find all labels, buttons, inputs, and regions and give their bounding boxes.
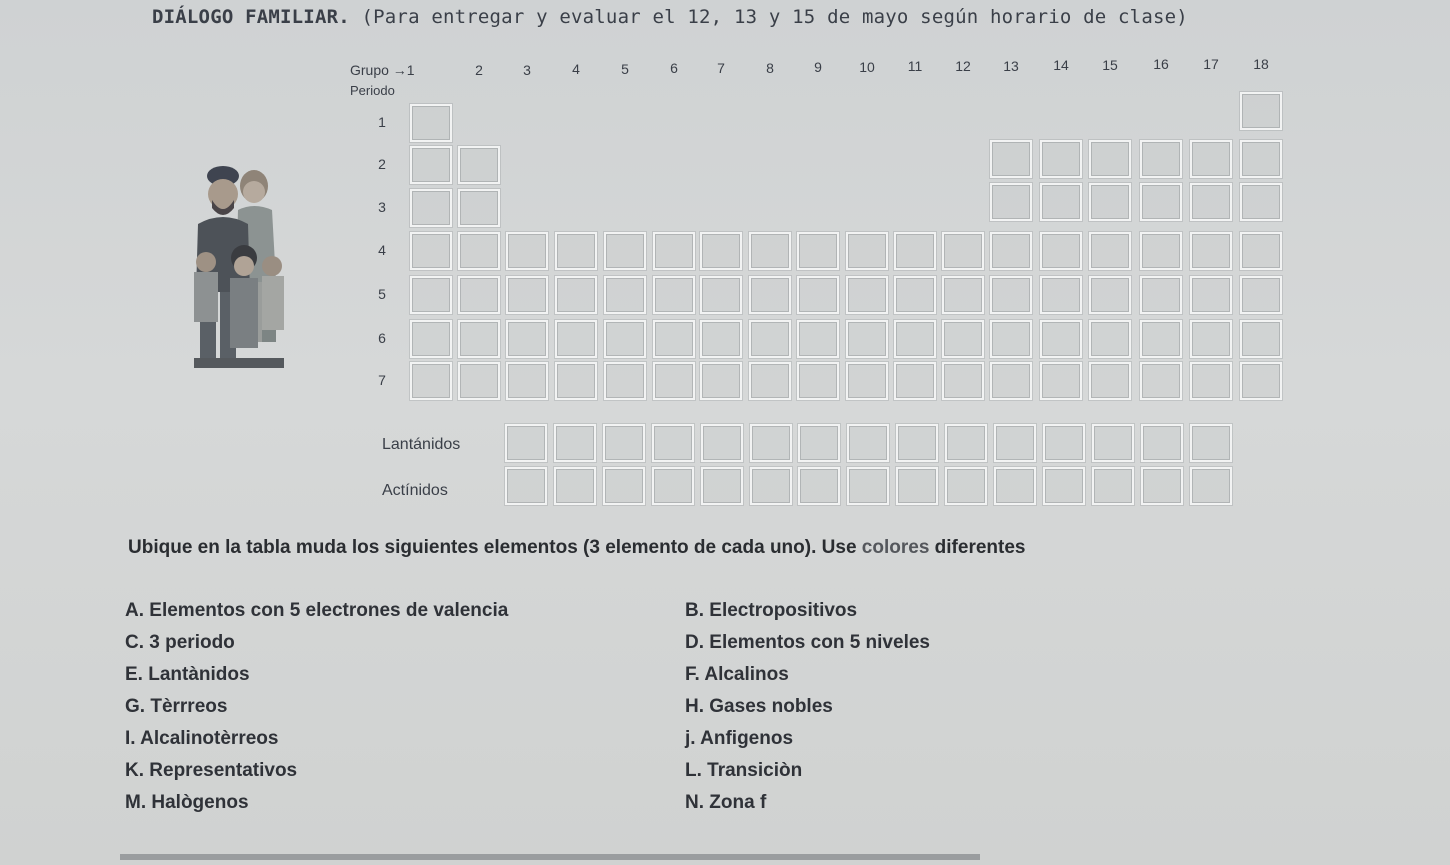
group-label: Grupo →1 (350, 62, 415, 78)
group-number: 14 (1053, 57, 1069, 73)
instruction-end: diferentes (934, 537, 1026, 558)
lanthanide-cell (798, 424, 840, 462)
lanthanide-cell (750, 424, 792, 462)
element-cell (1240, 232, 1282, 270)
group-number: 18 (1253, 56, 1269, 72)
cut-off-text-decoration (120, 852, 980, 860)
element-cell (942, 362, 984, 400)
element-cell (1089, 232, 1131, 270)
element-cell (990, 232, 1032, 270)
element-cell (458, 146, 500, 184)
group-number: 3 (523, 62, 531, 78)
actinide-cell (505, 467, 547, 505)
element-cell (555, 320, 597, 358)
element-cell (894, 232, 936, 270)
element-cell (555, 362, 597, 400)
group-number: 2 (475, 62, 483, 78)
title-heading: DIÁLOGO FAMILIAR. (152, 6, 350, 28)
group-number: 5 (621, 61, 629, 77)
list-item: N. Zona f (685, 792, 767, 813)
lanthanide-cell (1141, 424, 1183, 462)
group-number: 8 (766, 60, 774, 76)
element-cell (653, 232, 695, 270)
actinide-cell (554, 467, 596, 505)
actinide-cell (994, 467, 1036, 505)
element-cell (1240, 92, 1282, 130)
group-number: 11 (907, 58, 923, 74)
actinide-cell (945, 467, 987, 505)
list-item: B. Electropositivos (685, 600, 858, 621)
lanthanide-cell (1190, 424, 1232, 462)
element-cell (749, 276, 791, 314)
element-cell (1089, 320, 1131, 358)
element-cell (653, 362, 695, 400)
element-cell (942, 320, 984, 358)
period-number: 6 (378, 330, 386, 346)
lanthanide-cell (505, 424, 547, 462)
actinide-cell (603, 467, 645, 505)
element-cell (797, 276, 839, 314)
lanthanides-label: Lantánidos (382, 436, 461, 453)
element-cell (1240, 183, 1282, 221)
element-cell (410, 104, 452, 142)
actinide-cell (1092, 467, 1134, 505)
title-subtitle: (Para entregar y evaluar el 12, 13 y 15 de mayo según horario de clase) (361, 6, 1188, 28)
element-cell (700, 232, 742, 270)
element-cell (990, 276, 1032, 314)
period-number: 5 (378, 286, 386, 302)
list-item: K. Representativos (125, 760, 298, 781)
actinide-cell (847, 467, 889, 505)
element-cell (942, 232, 984, 270)
actinide-cell (701, 467, 743, 505)
element-cell (555, 276, 597, 314)
element-cell (410, 320, 452, 358)
lanthanide-cell (652, 424, 694, 462)
element-cell (942, 276, 984, 314)
list-item: I. Alcalinotèrreos (125, 728, 279, 749)
element-cell (506, 320, 548, 358)
list-item: G. Tèrrreos (125, 696, 228, 717)
element-cell (1190, 362, 1232, 400)
element-cell (1140, 362, 1182, 400)
instruction-main: Ubique en la tabla muda los siguientes elementos (3 elemento de cada uno). Use (128, 537, 857, 558)
element-cell (1140, 183, 1182, 221)
actinide-cell (1043, 467, 1085, 505)
element-cell (506, 362, 548, 400)
element-cell (410, 362, 452, 400)
group-number: 17 (1203, 56, 1219, 72)
period-number: 3 (378, 199, 386, 215)
lanthanide-cell (603, 424, 645, 462)
list-item: D. Elementos con 5 niveles (685, 632, 930, 653)
element-cell (410, 276, 452, 314)
actinide-cell (798, 467, 840, 505)
element-cell (797, 232, 839, 270)
group-number: 9 (814, 59, 822, 75)
group-number: 15 (1102, 57, 1118, 73)
list-item: H. Gases nobles (685, 696, 833, 717)
element-cell (1190, 320, 1232, 358)
list-item: M. Halògenos (125, 792, 249, 813)
element-cell (1040, 183, 1082, 221)
group-number: 13 (1003, 58, 1019, 74)
element-cell (410, 146, 452, 184)
instruction-text (128, 537, 1025, 559)
element-cell (749, 320, 791, 358)
lanthanide-cell (1092, 424, 1134, 462)
element-cell (1040, 232, 1082, 270)
period-number: 4 (378, 242, 386, 258)
list-item: C. 3 periodo (125, 632, 235, 653)
element-cell (797, 320, 839, 358)
element-cell (894, 276, 936, 314)
list-item: j. Anfigenos (685, 728, 794, 749)
element-cell (990, 140, 1032, 178)
element-cell (1240, 140, 1282, 178)
element-cell (458, 189, 500, 227)
element-cell (604, 362, 646, 400)
element-cell (1040, 140, 1082, 178)
element-cell (458, 362, 500, 400)
lanthanide-cell (554, 424, 596, 462)
element-cell (749, 362, 791, 400)
period-number: 2 (378, 156, 386, 172)
actinides-label: Actínidos (382, 482, 448, 499)
element-cell (1089, 276, 1131, 314)
element-cell (506, 232, 548, 270)
element-cell (653, 320, 695, 358)
element-cell (1089, 183, 1131, 221)
period-label: Periodo (350, 83, 395, 98)
element-cell (604, 320, 646, 358)
element-cell (458, 232, 500, 270)
list-item: L. Transiciòn (685, 760, 803, 781)
element-cell (604, 232, 646, 270)
element-cell (700, 320, 742, 358)
element-cell (1089, 362, 1131, 400)
lanthanide-cell (896, 424, 938, 462)
element-cell (894, 320, 936, 358)
element-cell (1190, 183, 1232, 221)
element-cell (1240, 362, 1282, 400)
element-cell (1240, 276, 1282, 314)
list-item: A. Elementos con 5 electrones de valencia (125, 600, 509, 621)
lanthanide-cell (1043, 424, 1085, 462)
element-cell (458, 320, 500, 358)
element-cell (1140, 320, 1182, 358)
list-item: E. Lantànidos (125, 664, 250, 685)
lanthanide-cell (847, 424, 889, 462)
element-cell (846, 276, 888, 314)
element-cell (555, 232, 597, 270)
actinide-cell (652, 467, 694, 505)
element-cell (410, 189, 452, 227)
element-cell (1190, 140, 1232, 178)
element-cell (846, 320, 888, 358)
group-number: 6 (670, 60, 678, 76)
group-number: 4 (572, 61, 580, 77)
actinide-cell (1141, 467, 1183, 505)
group-number: 12 (955, 58, 971, 74)
element-cell (1140, 276, 1182, 314)
element-cell (894, 362, 936, 400)
group-number: 16 (1153, 56, 1169, 72)
group-number: 10 (859, 59, 875, 75)
element-cell (458, 276, 500, 314)
element-cell (846, 232, 888, 270)
element-cell (1240, 320, 1282, 358)
element-cell (1140, 232, 1182, 270)
element-cell (506, 276, 548, 314)
element-cell (1040, 320, 1082, 358)
element-cell (653, 276, 695, 314)
list-item: F. Alcalinos (685, 664, 789, 685)
lanthanide-cell (994, 424, 1036, 462)
instruction-colores: colores (861, 537, 930, 558)
element-cell (1190, 276, 1232, 314)
element-cell (846, 362, 888, 400)
element-cell (1190, 232, 1232, 270)
element-cell (1089, 140, 1131, 178)
element-cell (1140, 140, 1182, 178)
element-cell (749, 232, 791, 270)
element-cell (1040, 362, 1082, 400)
element-cell (700, 276, 742, 314)
element-cell (700, 362, 742, 400)
actinide-cell (1190, 467, 1232, 505)
lanthanide-cell (945, 424, 987, 462)
family-illustration-icon (190, 162, 290, 402)
document-title (152, 6, 1188, 28)
element-cell (604, 276, 646, 314)
group-number: 7 (717, 60, 725, 76)
actinide-cell (750, 467, 792, 505)
element-cell (990, 362, 1032, 400)
period-number: 1 (378, 114, 386, 130)
element-cell (990, 320, 1032, 358)
element-cell (1040, 276, 1082, 314)
actinide-cell (896, 467, 938, 505)
lanthanide-cell (701, 424, 743, 462)
element-cell (410, 232, 452, 270)
period-number: 7 (378, 372, 386, 388)
element-cell (990, 183, 1032, 221)
element-cell (797, 362, 839, 400)
